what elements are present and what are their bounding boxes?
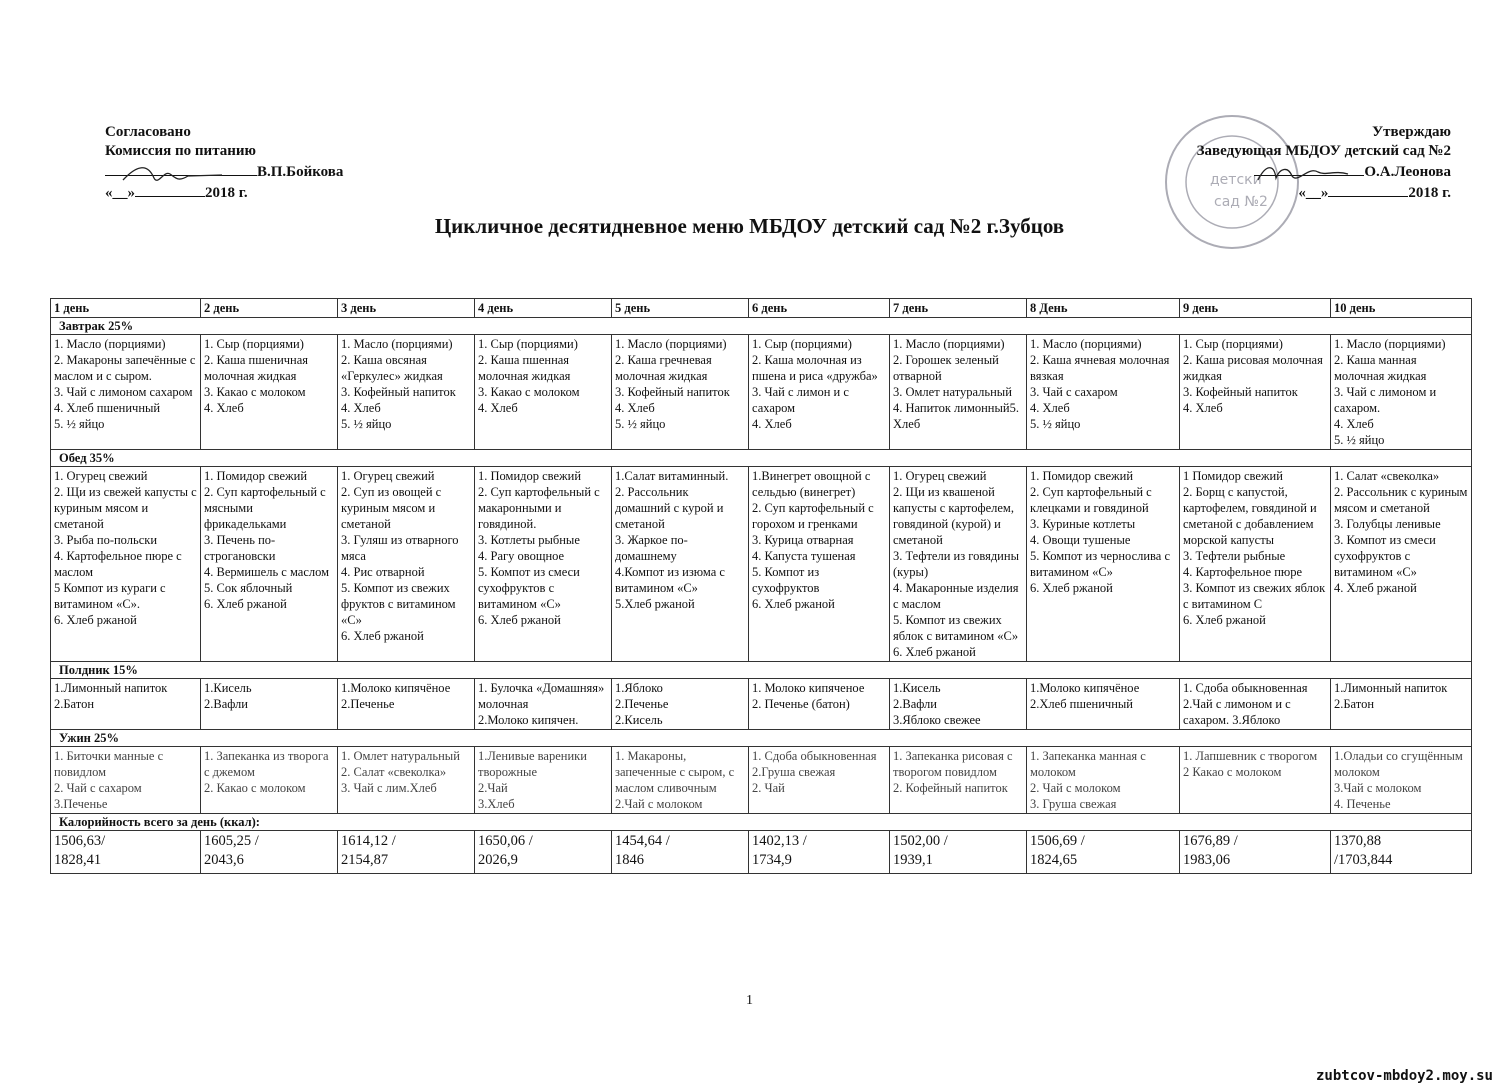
document-title: Цикличное десятидневное меню МБДОУ детский сад №2 г.Зубцов (434, 214, 1065, 238)
day-header: 7 день (890, 299, 1027, 318)
dinner-cell: 1. Запеканка рисовая с творогом повидлом 2. Кофейный напиток (890, 747, 1027, 814)
svg-text:сад №2: сад №2 (1214, 194, 1268, 210)
calories-label: Калорийность всего за день (ккал): (51, 814, 1472, 831)
breakfast-cell: 1. Масло (порциями) 2. Макароны запечённые с маслом и с сыром. 3. Чай с лимоном сахаром 4. Хлеб пшеничный 5. ½ яйцо (51, 335, 201, 450)
breakfast-cell: 1. Масло (порциями) 2. Каша ячневая молочная вязкая 3. Чай с сахаром 4. Хлеб 5. ½ яйцо (1027, 335, 1180, 450)
date-quote-left: «__» (105, 185, 135, 201)
breakfast-cell: 1. Масло (порциями) 2. Каша манная молочная жидкая 3. Чай с лимоном и сахаром. 4. Хлеб 5. ½ яйцо (1331, 335, 1472, 450)
day-header: 6 день (749, 299, 890, 318)
date-underline (135, 182, 205, 197)
lunch-cell: 1. Салат «свеколка» 2. Рассольник с куриным мясом и сметаной 3. Голубцы ленивые 3. Компот из смеси сухофруктов с витамином «С» 4. Хлеб ржаной (1331, 467, 1472, 662)
lunch-cell: 1. Помидор свежий 2. Суп картофельный с мясными фрикадельками 3. Печень по-строгановски 4. Вермишель с маслом 5. Сок яблочный 6. Хлеб ржаной (201, 467, 338, 662)
calories-cell: 1402,13 / 1734,9 (749, 831, 890, 874)
calories-label-row (51, 814, 1472, 831)
year-left: 2018 г. (205, 185, 248, 201)
dinner-cell: 1. Запеканка из творога с джемом 2. Какао с молоком (201, 747, 338, 814)
breakfast-cell: 1. Сыр (порциями) 2. Каша пшеничная молочная жидкая 3. Какао с молоком 4. Хлеб (201, 335, 338, 450)
lunch-cell: 1. Помидор свежий 2. Суп картофельный с макаронными и говядиной. 3. Котлеты рыбные 4. Рагу овощное 5. Компот из смеси сухофруктов с витамином «С» 6. Хлеб ржаной (475, 467, 612, 662)
signature-underline (1254, 161, 1364, 176)
calories-row (51, 831, 1472, 874)
snack-label: Полдник 15% (51, 662, 1472, 679)
snack-cell: 1. Молоко кипяченое 2. Печенье (батон) (749, 679, 890, 730)
lunch-label: Обед 35% (51, 450, 1472, 467)
calories-cell: 1454,64 / 1846 (612, 831, 749, 874)
date-line-left (105, 182, 343, 203)
lunch-cell: 1.Винегрет овощной с сельдью (винегрет) 2. Суп картофельный с горохом и гренками 3. Курица отварная 4. Капуста тушеная 5. Компот из сухофруктов 6. Хлеб ржаной (749, 467, 890, 662)
breakfast-label-row (51, 318, 1472, 335)
day-header: 1 день (51, 299, 201, 318)
lunch-cell: 1 Помидор свежий 2. Борщ с капустой, картофелем, говядиной и сметаной с добавлением морской капусты 3. Тефтели рыбные 4. Картофельное пюре 3. Компот из свежих яблок с витамином С 6. Хлеб ржаной (1180, 467, 1331, 662)
calories-cell: 1370,88 /1703,844 (1331, 831, 1472, 874)
breakfast-row (51, 335, 1472, 450)
snack-cell: 1.Кисель 2.Вафли 3.Яблоко свежее (890, 679, 1027, 730)
signer-name-right: О.А.Леонова (1364, 164, 1451, 180)
signature-underline (105, 161, 257, 176)
calories-cell: 1506,69 / 1824,65 (1027, 831, 1180, 874)
breakfast-label: Завтрак 25% (51, 318, 1472, 335)
lunch-cell: 1.Салат витаминный. 2. Рассольник домашний с курой и сметаной 3. Жаркое по-домашнему 4.Компот из изюма с витамином «С» 5.Хлеб ржаной (612, 467, 749, 662)
snack-cell: 1.Молоко кипячёное 2.Хлеб пшеничный (1027, 679, 1180, 730)
snack-cell: 1.Молоко кипячёное 2.Печенье (338, 679, 475, 730)
svg-text:детски: детски (1210, 172, 1262, 188)
snack-row (51, 679, 1472, 730)
head-title-label: Заведующая МБДОУ детский сад №2 (1196, 143, 1451, 159)
snack-cell: 1. Сдоба обыкновенная 2.Чай с лимоном и с сахаром. 3.Яблоко (1180, 679, 1331, 730)
day-header: 9 день (1180, 299, 1331, 318)
date-underline (1328, 182, 1408, 197)
date-line-right (1197, 182, 1451, 203)
breakfast-cell: 1. Масло (порциями) 2. Горошек зеленый отварной 3. Омлет натуральный 4. Напиток лимонный5. Хлеб (890, 335, 1027, 450)
menu-table (50, 298, 1472, 874)
dinner-row (51, 747, 1472, 814)
lunch-cell: 1. Огурец свежий 2. Суп из овощей с куриным мясом и сметаной 3. Гуляш из отварного мяса 4. Рис отварной 5. Компот из свежих фруктов с витамином «С» 6. Хлеб ржаной (338, 467, 475, 662)
snack-cell: 1.Лимонный напиток 2.Батон (1331, 679, 1472, 730)
signer-line-right (1197, 161, 1451, 182)
lunch-cell: 1. Огурец свежий 2. Щи из квашеной капусты с картофелем, говядиной (курой) и сметаной 3. Тефтели из говядины (куры) 4. Макаронные изделия с маслом 5. Компот из свежих яблок с витамином «С» 6. Хлеб ржаной (890, 467, 1027, 662)
calories-cell: 1605,25 / 2043,6 (201, 831, 338, 874)
agreed-label: Согласовано (105, 124, 191, 140)
lunch-cell: 1. Огурец свежий 2. Щи из свежей капусты с куриным мясом и сметаной 3. Рыба по-польски 4. Картофельное пюре с маслом 5 Компот из кураги с витамином «С». 6. Хлеб ржаной (51, 467, 201, 662)
approve-label: Утверждаю (1372, 124, 1451, 140)
breakfast-cell: 1. Сыр (порциями) 2. Каша рисовая молочная жидкая 3. Кофейный напиток 4. Хлеб (1180, 335, 1331, 450)
dinner-label: Ужин 25% (51, 730, 1472, 747)
dinner-cell: 1.Ленивые вареники творожные 2.Чай 3.Хлеб (475, 747, 612, 814)
lunch-cell: 1. Помидор свежий 2. Суп картофельный с клецками и говядиной 3. Куриные котлеты 4. Овощи тушеные 5. Компот из чернослива с витамином «С» 6. Хлеб ржаной (1027, 467, 1180, 662)
snack-label-row (51, 662, 1472, 679)
day-header: 3 день (338, 299, 475, 318)
snack-cell: 1.Яблоко 2.Печенье 2.Кисель (612, 679, 749, 730)
snack-cell: 1.Кисель 2.Вафли (201, 679, 338, 730)
day-header: 4 день (475, 299, 612, 318)
dinner-cell: 1. Сдоба обыкновенная 2.Груша свежая 2. Чай (749, 747, 890, 814)
calories-cell: 1650,06 / 2026,9 (475, 831, 612, 874)
page-number: 1 (746, 993, 753, 1008)
lunch-row (51, 467, 1472, 662)
calories-cell: 1676,89 / 1983,06 (1180, 831, 1331, 874)
dinner-cell: 1. Биточки манные с повидлом 2. Чай с сахаром 3.Печенье (51, 747, 201, 814)
day-header-row (51, 299, 1472, 318)
day-header: 8 День (1027, 299, 1180, 318)
dinner-cell: 1. Омлет натуральный 2. Салат «свеколка» 3. Чай с лим.Хлеб (338, 747, 475, 814)
breakfast-cell: 1. Сыр (порциями) 2. Каша молочная из пшена и риса «дружба» 3. Чай с лимон и с сахаром 4. Хлеб (749, 335, 890, 450)
calories-cell: 1502,00 / 1939,1 (890, 831, 1027, 874)
dinner-cell: 1.Оладьи со сгущённым молоком 3.Чай с молоком 4. Печенье (1331, 747, 1472, 814)
approval-block-right (1197, 123, 1451, 203)
approval-block-left (105, 123, 343, 203)
day-header: 10 день (1331, 299, 1472, 318)
dinner-label-row (51, 730, 1472, 747)
day-header: 5 день (612, 299, 749, 318)
calories-cell: 1614,12 / 2154,87 (338, 831, 475, 874)
dinner-cell: 1. Макароны, запеченные с сыром, с маслом сливочным 2.Чай с молоком (612, 747, 749, 814)
snack-cell: 1. Булочка «Домашняя» молочная 2.Молоко кипячен. (475, 679, 612, 730)
lunch-label-row (51, 450, 1472, 467)
commission-label: Комиссия по питанию (105, 143, 257, 159)
date-quote-right: «__» (1298, 185, 1329, 201)
snack-cell: 1.Лимонный напиток 2.Батон (51, 679, 201, 730)
day-header: 2 день (201, 299, 338, 318)
breakfast-cell: 1. Масло (порциями) 2. Каша овсяная «Геркулес» жидкая 3. Кофейный напиток 4. Хлеб 5. ½ яйцо (338, 335, 475, 450)
dinner-cell: 1. Лапшевник с творогом 2 Какао с молоком (1180, 747, 1331, 814)
year-right: 2018 г. (1408, 185, 1451, 201)
site-watermark: zubtcov-mbdoy2.moy.su (1315, 1068, 1493, 1084)
signer-name-left: В.П.Бойкова (257, 164, 344, 180)
breakfast-cell: 1. Масло (порциями) 2. Каша гречневая молочная жидкая 3. Кофейный напиток 4. Хлеб 5. ½ яйцо (612, 335, 749, 450)
calories-cell: 1506,63/ 1828,41 (51, 831, 201, 874)
dinner-cell: 1. Запеканка манная с молоком 2. Чай с молоком 3. Груша свежая (1027, 747, 1180, 814)
signer-line-left (105, 161, 343, 182)
breakfast-cell: 1. Сыр (порциями) 2. Каша пшенная молочная жидкая 3. Какао с молоком 4. Хлеб (475, 335, 612, 450)
